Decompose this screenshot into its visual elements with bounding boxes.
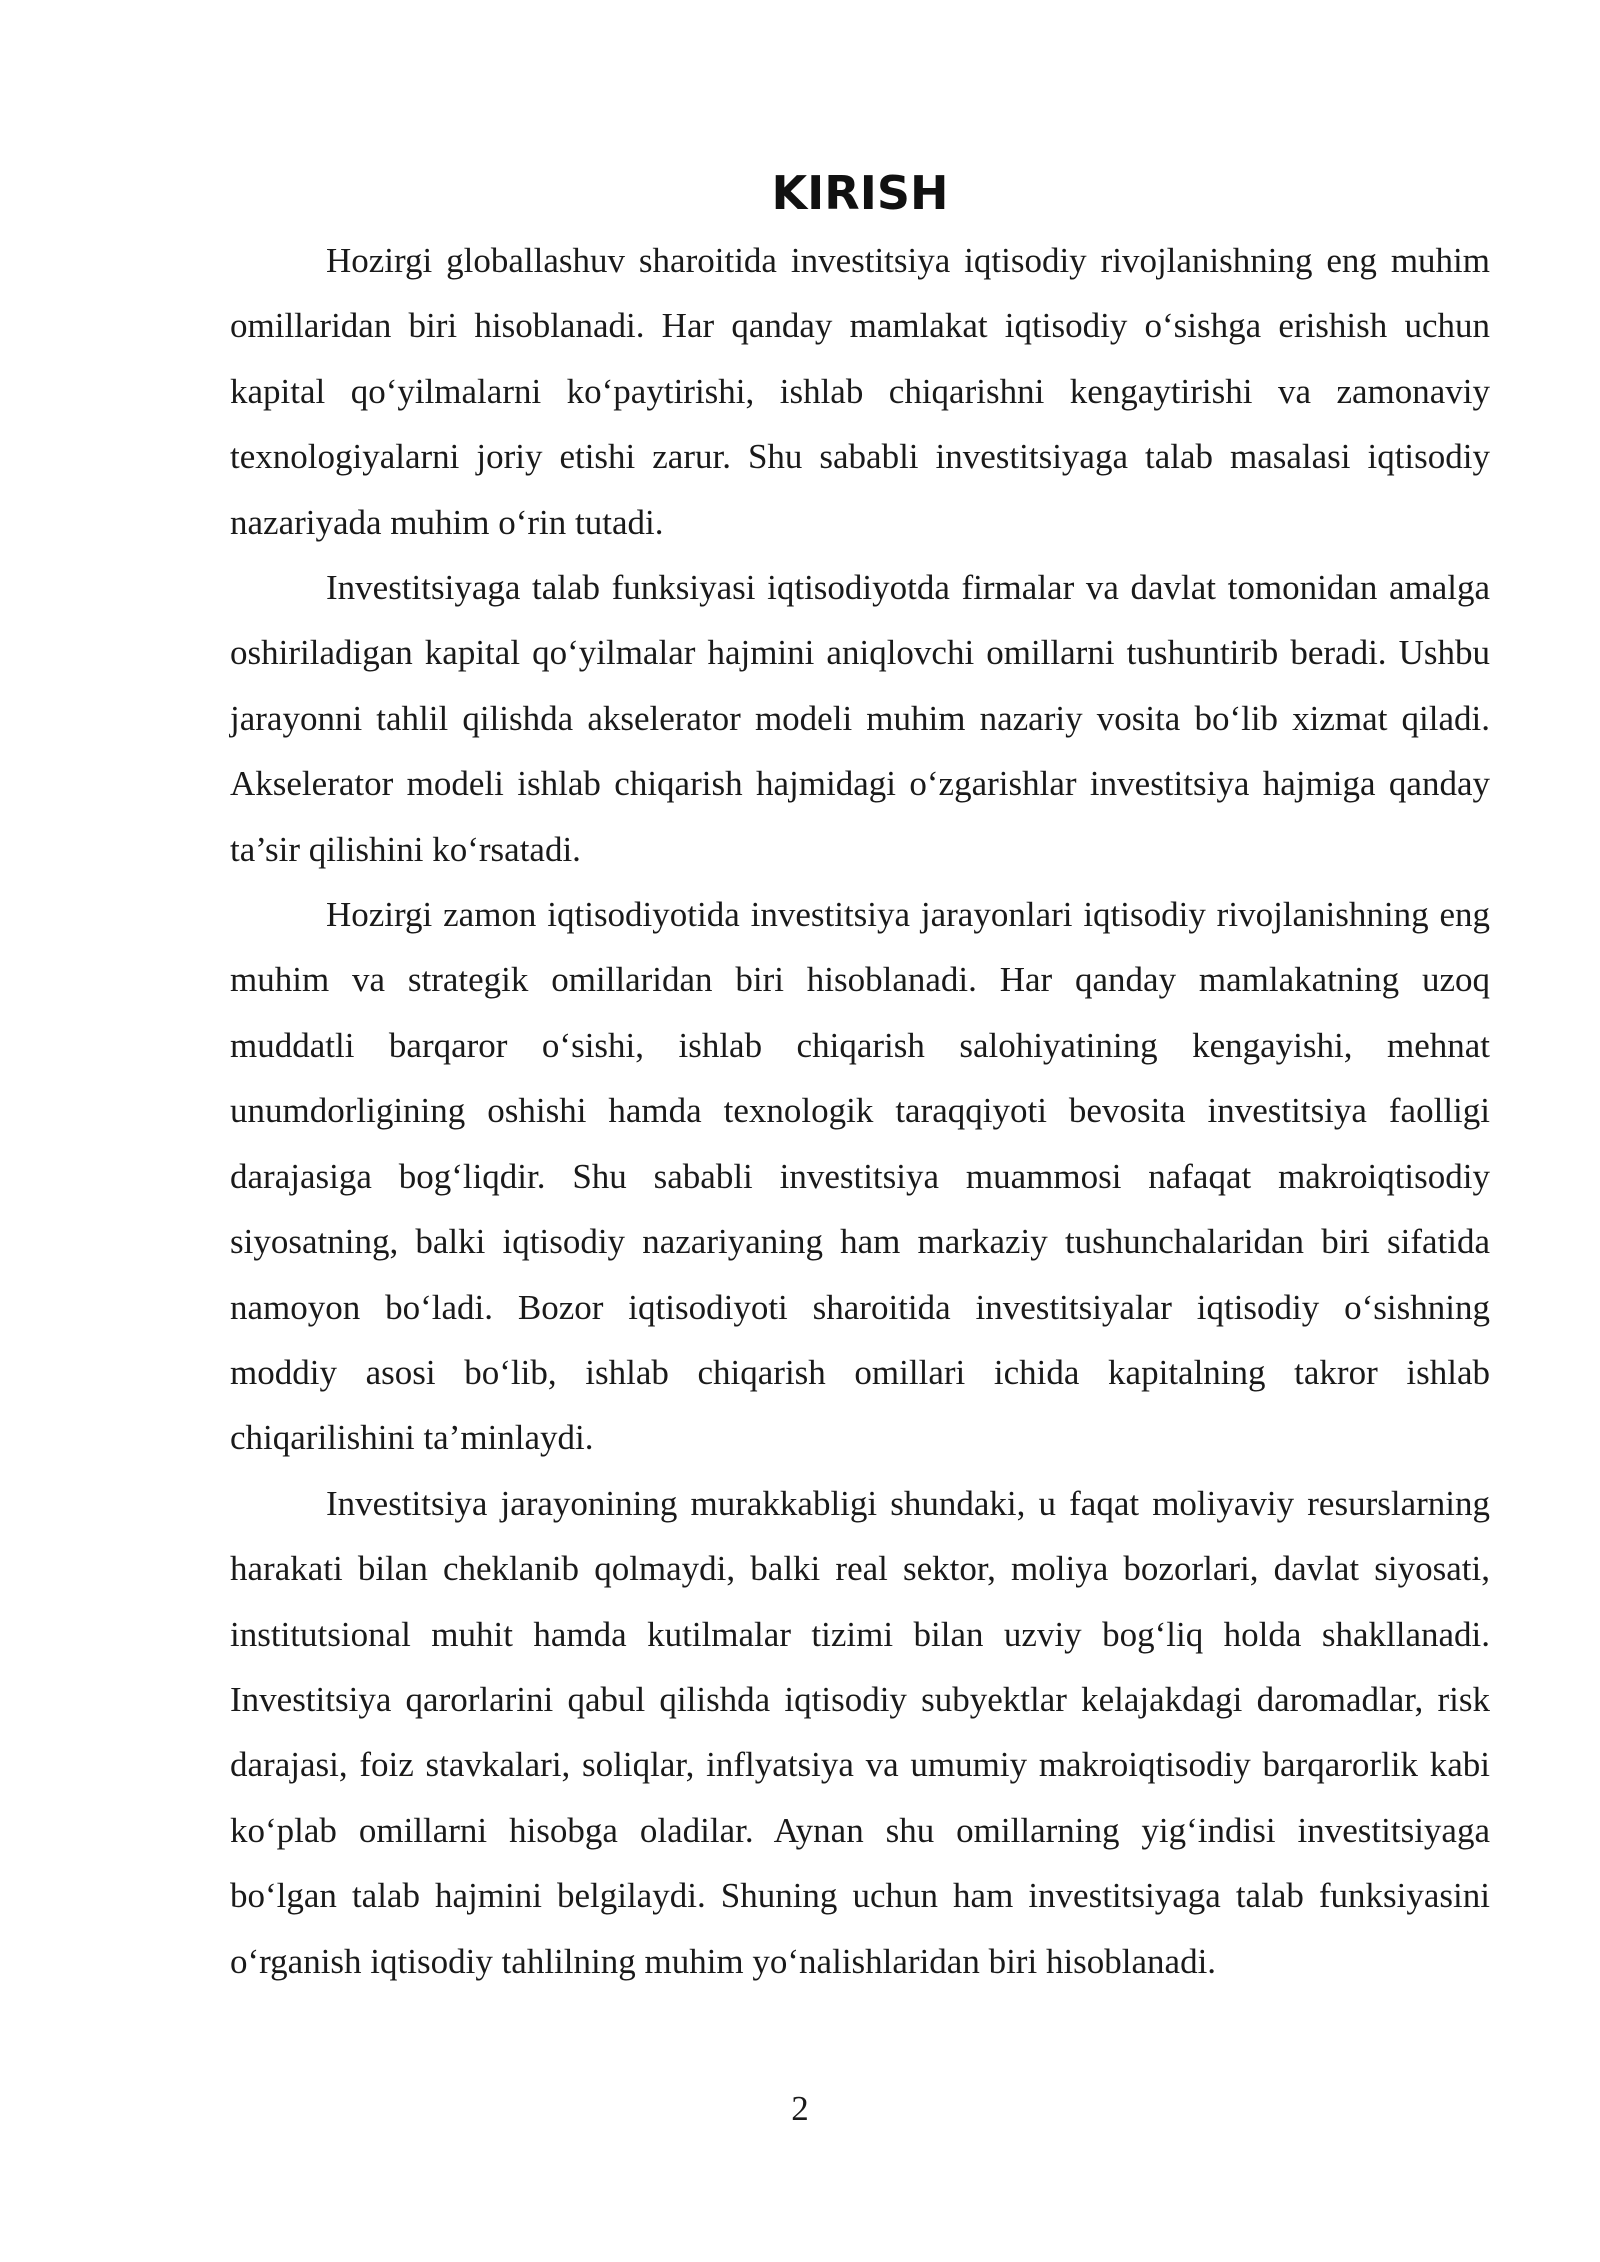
paragraph-1: Hozirgi globallashuv sharoitida investitsiya iqtisodiy rivojlanishning eng muhim omillaridan biri hisoblanadi. Har qanday mamlakat iqtisodiy o‘sishga erishish uchun kapital qo‘yilmalarni ko‘paytirishi, ishlab chiqarishni kengaytirishi va zamonaviy texnologiyalarni joriy etishi zarur. Shu sababli investitsiyaga talab masalasi iqtisodiy nazariyada muhim o‘rin tutadi.: [230, 241, 1490, 542]
page-body: [230, 158, 1490, 1994]
page-number: 2: [791, 2089, 809, 2128]
paragraph-3: Hozirgi zamon iqtisodiyotida investitsiya jarayonlari iqtisodiy rivojlanishning eng muhim va strategik omillaridan biri hisoblanadi. Har qanday mamlakatning uzoq muddatli barqaror o‘sishi, ishlab chiqarish salohiyatining kengayishi, mehnat unumdorligining oshishi hamda texnologik taraqqiyoti bevosita investitsiya faolligi darajasiga bog‘liqdir. Shu sababli investitsiya muammosi nafaqat makroiqtisodiy siyosatning, balki iqtisodiy nazariyaning ham markaziy tushunchalaridan biri sifatida namoyon bo‘ladi. Bozor iqtisodiyoti sharoitida investitsiyalar iqtisodiy o‘sishning moddiy asosi bo‘lib, ishlab chiqarish omillari ichida kapitalning takror ishlab chiqarilishini ta’minlaydi.: [230, 895, 1490, 1458]
section-title: KIRISH: [771, 166, 949, 220]
paragraph-4: Investitsiya jarayonining murakkabligi shundaki, u faqat moliyaviy resurslarning harakati bilan cheklanib qolmaydi, balki real sektor, moliya bozorlari, davlat siyosati, institutsional muhit hamda kutilmalar tizimi bilan uzviy bog‘liq holda shakllanadi. Investitsiya qarorlarini qabul qilishda iqtisodiy subyektlar kelajakdagi daromadlar, risk darajasi, foiz stavkalari, soliqlar, inflyatsiya va umumiy makroiqtisodiy barqarorlik kabi ko‘plab omillarni hisobga oladilar. Aynan shu omillarning yig‘indisi investitsiyaga bo‘lgan talab hajmini belgilaydi. Shuning uchun ham investitsiyaga talab funksiyasini o‘rganish iqtisodiy tahlilning muhim yo‘nalishlaridan biri hisoblanadi.: [230, 1483, 1490, 1981]
paragraph-2: Investitsiyaga talab funksiyasi iqtisodiyotda firmalar va davlat tomonidan amalga oshiriladigan kapital qo‘yilmalar hajmini aniqlovchi omillarni tushuntirib beradi. Ushbu jarayonni tahlil qilishda akselerator modeli muhim nazariy vosita bo‘lib xizmat qiladi. Akselerator modeli ishlab chiqarish hajmidagi o‘zgarishlar investitsiya hajmiga qanday ta’sir qilishini ko‘rsatadi.: [230, 568, 1490, 869]
